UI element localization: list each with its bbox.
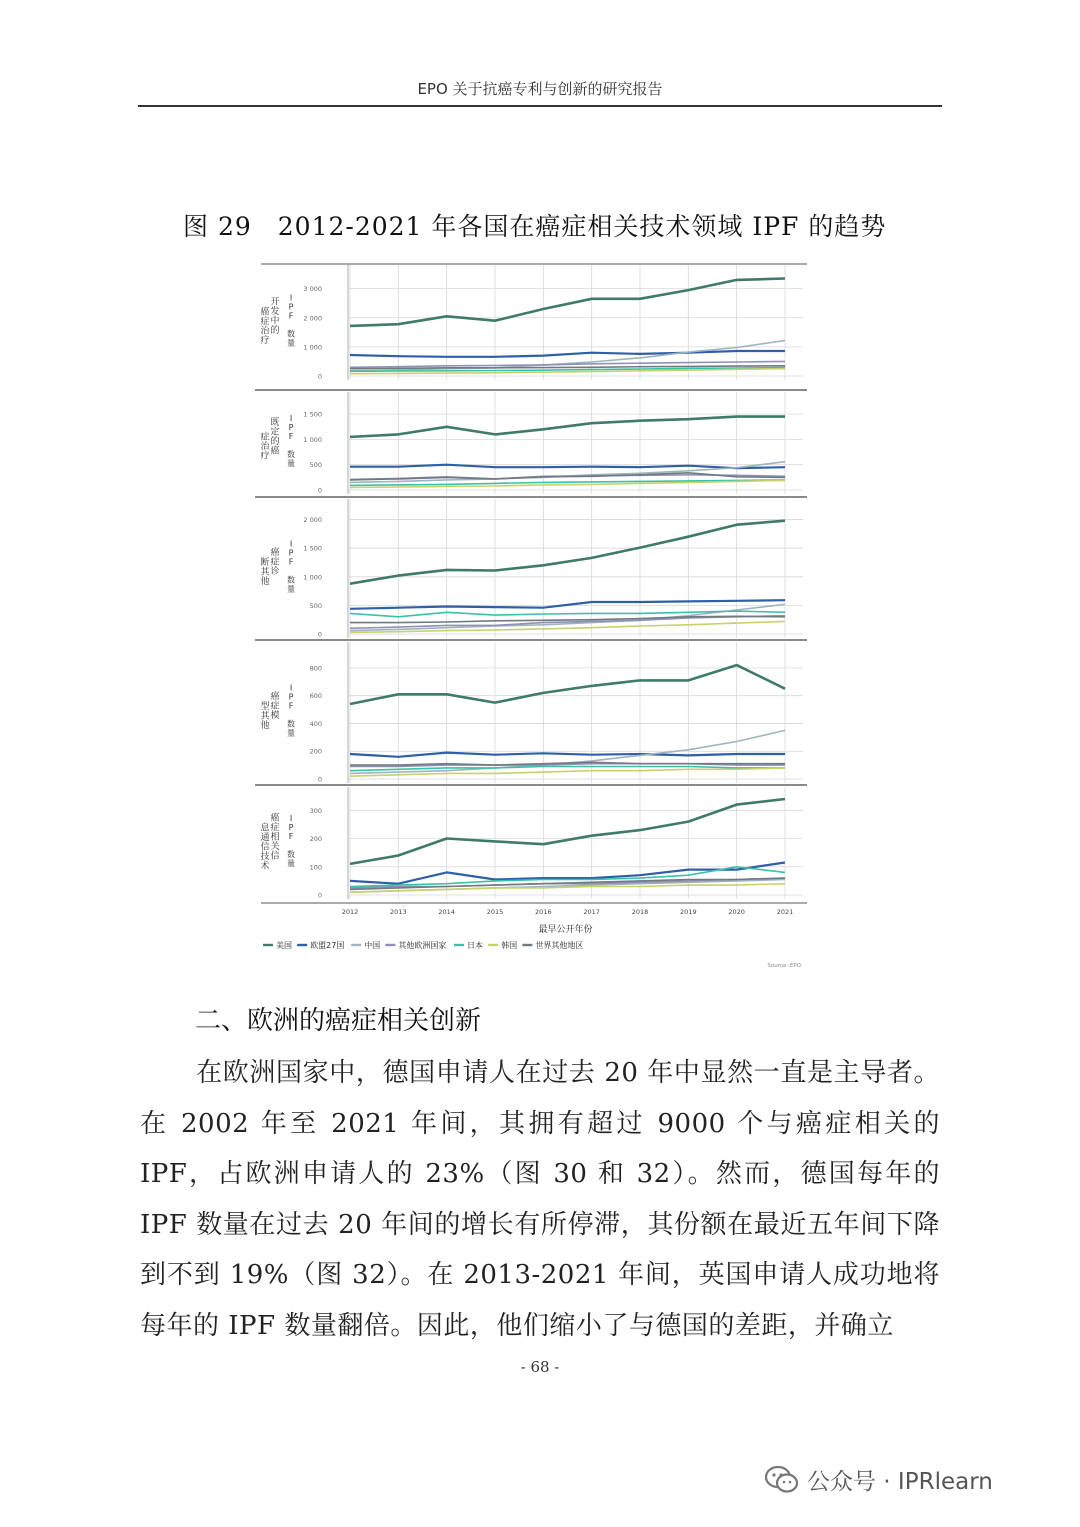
watermark — [765, 1463, 993, 1496]
legend-label: 世界其他地区 — [535, 941, 584, 950]
legend-label: 日本 — [467, 941, 483, 950]
panel-row-label: 癌 — [270, 548, 280, 558]
x-axis-title: 最早公开年份 — [538, 925, 593, 935]
multi-panel-line-chart — [255, 262, 815, 974]
panel-row-label: 息 — [260, 823, 270, 834]
series-line-美国 — [350, 279, 785, 326]
series-line-欧盟27国 — [350, 753, 785, 757]
x-tick-label: 2015 — [486, 908, 504, 916]
y-tick-label: 200 — [309, 835, 322, 844]
y-tick-label: 600 — [309, 692, 322, 701]
watermark-text: 公众号 · IPRlearn — [807, 1469, 993, 1495]
y-tick-label: 0 — [317, 775, 322, 784]
panel-row-label: 疗 — [260, 451, 270, 462]
y-axis-label: I — [289, 814, 293, 823]
series-line-美国 — [350, 799, 785, 864]
x-tick-label: 2021 — [776, 908, 794, 916]
panel-row-label: 的 — [270, 437, 280, 447]
wechat-icon — [765, 1465, 799, 1495]
y-axis-label: I — [289, 293, 293, 303]
series-line-欧盟27国 — [350, 600, 785, 609]
running-header: EPO 关于抗癌专利与创新的研究报告 — [417, 80, 663, 98]
panel-row-label: 他 — [260, 577, 270, 587]
y-tick-label: 2 000 — [303, 516, 322, 525]
panel-row-label: 开 — [270, 297, 280, 308]
panel-row-label: 技 — [260, 852, 270, 862]
x-tick-label: 2014 — [438, 908, 455, 916]
y-axis-label: F — [288, 701, 294, 711]
y-tick-label: 0 — [317, 372, 322, 381]
panel-row-label: 断 — [260, 558, 270, 568]
y-tick-label: 1 000 — [303, 573, 322, 582]
y-axis-label: 数 — [287, 719, 295, 729]
figure-title: 图 29 2012-2021 年各国在癌症相关技术领域 IPF 的趋势 — [183, 212, 887, 241]
panel-row-label: 关 — [270, 842, 280, 852]
panel-row-label: 的 — [270, 326, 280, 336]
body-paragraph — [140, 1048, 940, 1351]
legend-label: 中国 — [364, 941, 381, 950]
page-number: - 68 - — [520, 1358, 560, 1376]
legend-label: 其他欧洲国家 — [398, 941, 447, 950]
x-tick-label: 2020 — [728, 908, 745, 916]
y-axis-label: 数 — [287, 850, 295, 859]
panel-row-label: 相 — [270, 832, 280, 843]
y-axis-label: 量 — [287, 459, 295, 468]
x-tick-label: 2013 — [390, 908, 407, 916]
panel-row-label: 症 — [260, 432, 270, 443]
y-tick-label: 400 — [309, 719, 322, 728]
y-tick-label: 0 — [317, 630, 322, 639]
y-tick-label: 500 — [309, 461, 322, 470]
y-axis-label: I — [289, 414, 293, 423]
panel-row-label: 术 — [260, 861, 270, 872]
y-axis-label: F — [288, 432, 294, 441]
legend-label: 美国 — [276, 941, 292, 950]
panel-row-label: 症 — [270, 557, 280, 568]
body-text: 在欧洲国家中，德国申请人在过去 20 年中显然一直是主导者。在 2002 年至 2021 年间，其拥有超过 9000 个与癌症相关的 IPF，占欧洲申请人的 23%（图 30 和 32）。然而，德国每年的 IPF 数量在过去 20 年间的增长有所停滞，其份额在最近五年间下降到不到 19%（图 32）。在 2013-2021 年间，英国申请人成功地将每年的 IPF 数量翻倍。因此，他们缩小了与德国的差距，并确立 — [140, 1058, 940, 1341]
panel-row-label: 癌 — [270, 813, 280, 824]
y-axis-label: 量 — [287, 859, 295, 868]
panel-row-label: 通 — [260, 833, 270, 843]
y-tick-label: 1 500 — [303, 544, 322, 553]
y-tick-label: 1 000 — [303, 435, 322, 444]
y-axis-label: I — [289, 539, 293, 549]
y-axis-label: 数 — [287, 329, 295, 339]
panel-row-label: 信 — [270, 851, 280, 862]
x-tick-label: 2017 — [583, 908, 600, 916]
y-axis-label: F — [288, 832, 294, 841]
panel-row-label: 诊 — [270, 567, 280, 577]
panel-row-label: 其 — [260, 567, 270, 578]
series-line-世界其他地区 — [350, 473, 785, 480]
y-tick-label: 0 — [317, 486, 322, 495]
legend-label: 韩国 — [501, 941, 518, 950]
panel-row-label: 型 — [260, 702, 270, 712]
panel-row-label: 症 — [270, 701, 280, 712]
y-tick-label: 3 000 — [303, 285, 322, 294]
panel-row-label: 发 — [270, 307, 280, 317]
y-axis-label: P — [288, 823, 294, 832]
section-heading: 二、欧洲的癌症相关创新 — [195, 1006, 482, 1036]
y-tick-label: 300 — [309, 806, 322, 815]
header-rule — [138, 105, 942, 107]
y-tick-label: 1 500 — [303, 410, 322, 419]
panel-row-label: 他 — [260, 721, 270, 731]
panel-row-label: 其 — [260, 711, 270, 722]
panel-row-label: 症 — [260, 317, 270, 327]
panel-row-label: 癌 — [260, 307, 270, 318]
y-axis-label: 数 — [287, 575, 295, 585]
series-line-美国 — [350, 417, 785, 437]
y-tick-label: 100 — [309, 863, 322, 872]
x-tick-label: 2019 — [680, 908, 697, 916]
chart-source: Source: EPO — [767, 963, 801, 969]
series-line-美国 — [350, 665, 785, 704]
y-axis-label: P — [288, 302, 294, 312]
series-line-美国 — [350, 521, 785, 584]
x-tick-label: 2016 — [535, 908, 552, 916]
series-line-欧盟27国 — [350, 351, 785, 357]
y-tick-label: 2 000 — [303, 314, 322, 323]
y-tick-label: 0 — [317, 891, 322, 900]
panel-row-label: 定 — [270, 427, 280, 438]
panel-row-label: 癌 — [270, 692, 280, 702]
y-tick-label: 200 — [309, 747, 322, 756]
y-axis-label: 量 — [287, 338, 295, 348]
y-tick-label: 800 — [309, 664, 322, 673]
y-axis-label: 量 — [287, 584, 295, 594]
series-line-欧盟27国 — [350, 465, 785, 469]
y-tick-label: 1 000 — [303, 343, 322, 352]
y-axis-label: 数 — [287, 450, 295, 459]
y-axis-label: 量 — [287, 728, 295, 738]
y-axis-label: P — [288, 548, 294, 558]
panel-row-label: 既 — [270, 418, 280, 428]
y-axis-label: P — [288, 692, 294, 702]
y-tick-label: 500 — [309, 601, 322, 610]
panel-row-label: 治 — [260, 442, 270, 452]
panel-row-label: 中 — [270, 316, 280, 327]
x-tick-label: 2012 — [341, 908, 359, 916]
y-axis-label: P — [288, 423, 294, 432]
x-tick-label: 2018 — [631, 908, 649, 916]
panel-row-label: 模 — [270, 711, 280, 721]
y-axis-label: I — [289, 683, 293, 693]
y-axis-label: F — [288, 557, 294, 567]
panel-row-label: 治 — [260, 326, 270, 337]
panel-row-label: 信 — [260, 842, 270, 853]
panel-row-label: 疗 — [260, 336, 270, 346]
panel-row-label: 癌 — [270, 446, 280, 457]
panel-row-label: 症 — [270, 823, 280, 833]
legend-label: 欧盟27国 — [310, 941, 345, 950]
y-axis-label: F — [288, 311, 294, 321]
